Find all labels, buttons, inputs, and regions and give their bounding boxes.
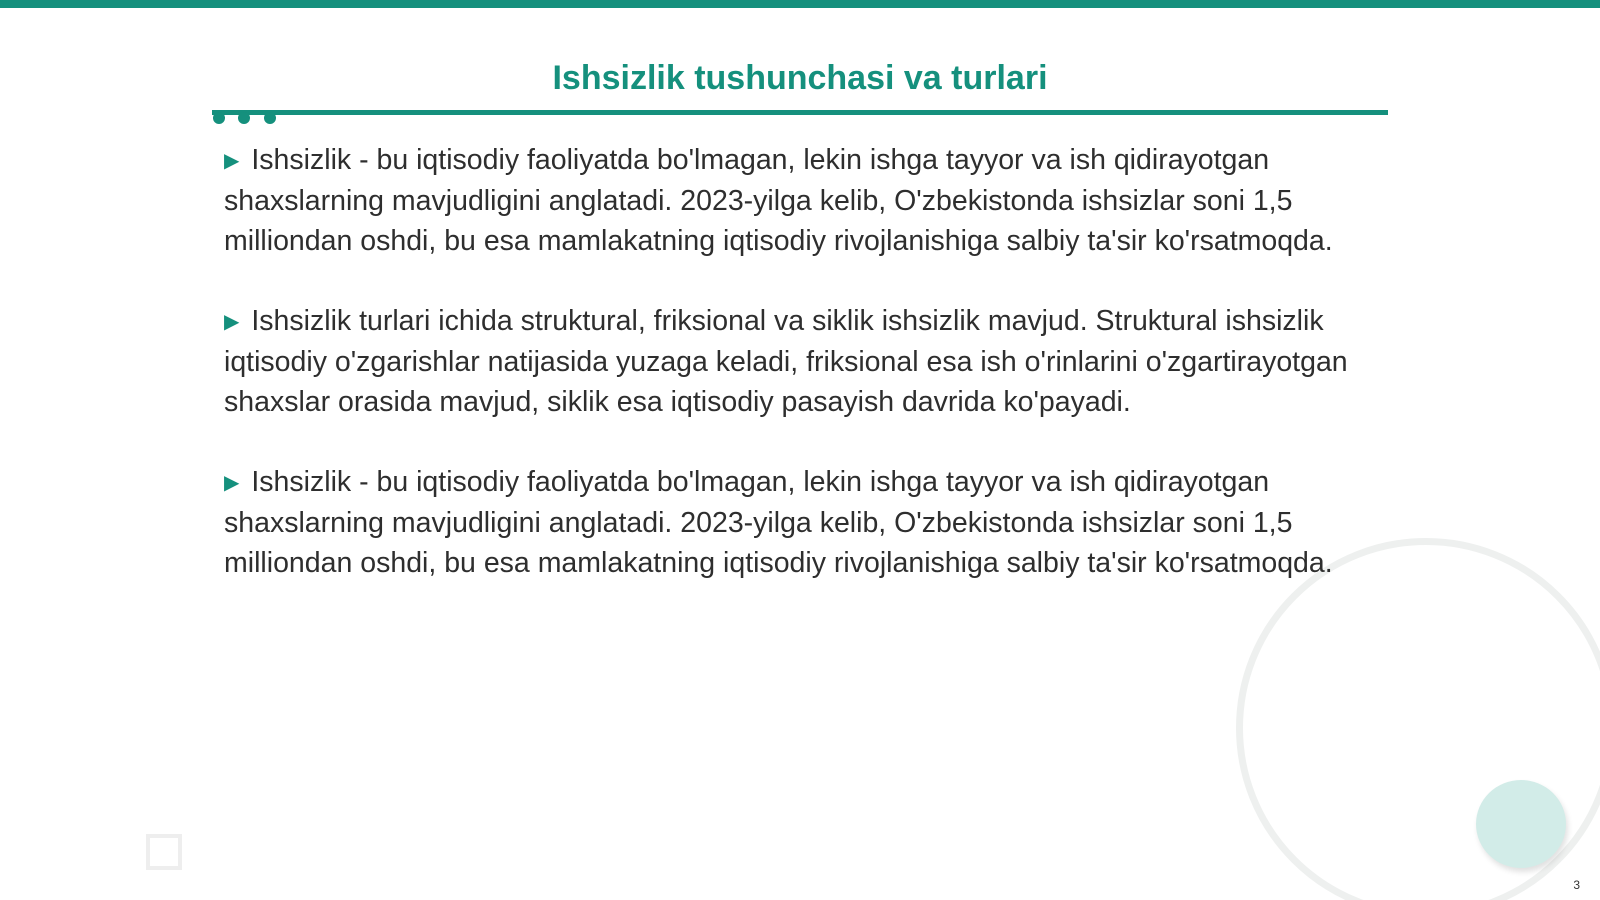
bullet-item [224,140,1364,261]
underline-dot [264,112,276,124]
bullet-text: Ishsizlik - bu iqtisodiy faoliyatda bo'lmagan, lekin ishga tayyor va ish qidirayotgan shaxslarning mavjudligini anglatadi. 2023-yilga kelib, O'zbekistonda ishsizlar soni 1,5 milliondan oshdi, bu esa mamlakatning iqtisodiy rivojlanishiga salbiy ta'sir ko'rsatmoqda. [224,144,1333,257]
slide-title: Ishsizlik tushunchasi va turlari [552,59,1048,97]
bullet-list [224,140,1364,623]
bullet-text: Ishsizlik - bu iqtisodiy faoliyatda bo'lmagan, lekin ishga tayyor va ish qidirayotgan shaxslarning mavjudligini anglatadi. 2023-yilga kelib, O'zbekistonda ishsizlar soni 1,5 milliondan oshdi, bu esa mamlakatning iqtisodiy rivojlanishiga salbiy ta'sir ko'rsatmoqda. [224,466,1333,579]
triangle-right-icon: ▶ [224,472,240,494]
title-underline [212,110,1388,115]
decorative-square [146,834,182,870]
bullet-item [224,301,1364,422]
page-number: 3 [1573,878,1580,892]
bullet-item [224,462,1364,583]
top-accent-bar [0,0,1600,8]
bullet-text: Ishsizlik turlari ichida struktural, friksional va siklik ishsizlik mavjud. Struktural ishsizlik iqtisodiy o'zgarishlar natijasida yuzaga keladi, friksional esa ish o'rinlarini o'zgartirayotgan shaxslar orasida mavjud, siklik esa iqtisodiy pasayish davrida ko'payadi. [224,305,1348,418]
triangle-right-icon: ▶ [224,150,240,172]
triangle-right-icon: ▶ [224,311,240,333]
underline-dot [238,112,250,124]
underline-dot [213,112,225,124]
decorative-circle [1476,780,1566,868]
